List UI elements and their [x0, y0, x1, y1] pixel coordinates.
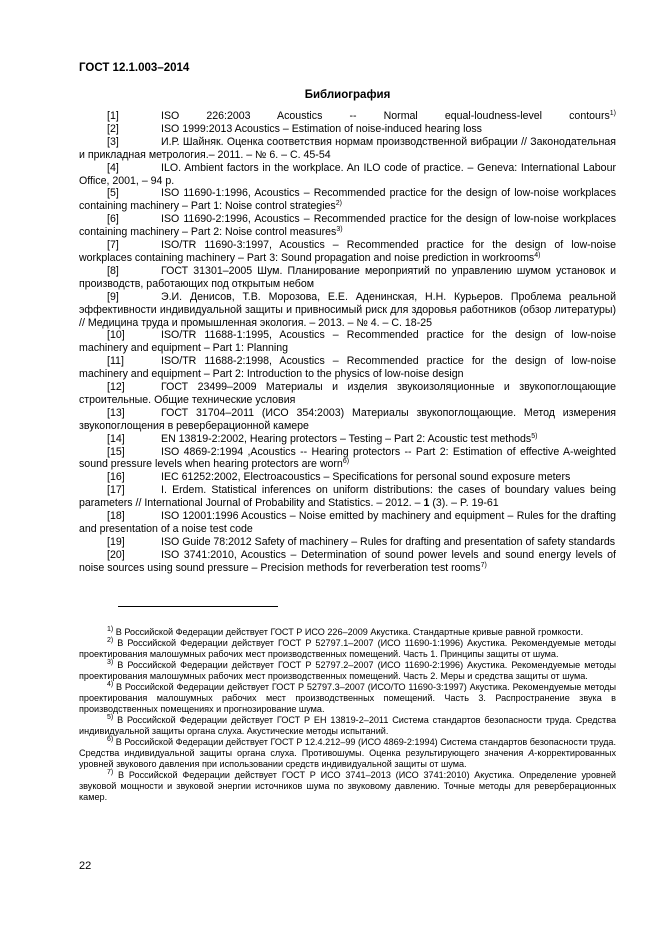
bib-entry-18: [18] ISO 12001:1996 Acoustics – Noise emitted by machinery and equipment – Rules for the drafting and presentation of a noise test code — [79, 510, 616, 535]
bib-entry-5: [5] ISO 11690-1:1996, Acoustics – Recommended practice for the design of low-noise workplaces containing machinery – Part 1: Noise control strategies$^{2)}$ — [79, 187, 616, 213]
footnote-3: $^{3)}$ В Российской Федерации действует ГОСТ Р 52797.2–2007 (ИСО 11690-2:1996) Акустика. Рекомендуемые методы проектирования малошумных рабочих мест производственных помещений. Часть 2. Меры и средства защиты от шума. — [79, 659, 617, 681]
section-title: Библиография — [304, 89, 391, 101]
footnote-6: $^{6)}$ В Российской Федерации действует ГОСТ Р 12.4.212–99 (ИСО 4869-2:1994) Система стандартов безопасности труда. Средства индивидуальной защиты органа слуха. Противошумы. Оценка результирующего значения A-корректированных уровней звукового давления при использовании средств индивидуальной защиты от шума. — [79, 736, 617, 769]
footnote-separator — [118, 606, 278, 607]
bib-entry-9: [9] Э.И. Денисов, Т.В. Морозова, Е.Е. Аденинская, Н.Н. Курьеров. Проблема реальной эффективности индивидуальной защиты и привносимый риск для здоровья работников (обзор литературы) // Медицина труда и промышленная экология. – 2013. – № 4. – С. 18-25 — [79, 290, 616, 329]
bib-entry-7: [7] ISO/TR 11690-3:1997, Acoustics – Recommended practice for the design of low-noise workplaces containing machinery – Part 3: Sound propagation and noise prediction in workrooms$^{4)}$ — [79, 239, 616, 264]
bib-entry-11: [11] ISO/TR 11688-2:1998, Acoustics – Recommended practice for the design of low-noise machinery and equipment – Part 2: Introduction to the physics of low-noise design — [79, 355, 616, 381]
bib-entry-19: [19] ISO Guide 78:2012 Safety of machinery – Rules for drafting and presentation of safety standards — [107, 535, 616, 548]
bib-entry-4: [4] ILO. Ambient factors in the workplace. An ILO code of practice. – Geneva: International Labour Office, 2001, – 94 p. — [79, 161, 616, 187]
bib-entry-12: [12] ГОСТ 23499–2009 Материалы и изделия звукоизоляционные и звукопоглощающие строительные. Общие технические условия — [79, 381, 616, 406]
document-header: ГОСТ 12.1.003–2014 — [79, 62, 190, 74]
footnote-ref: 7) — [480, 561, 487, 569]
footnote-1: $^{1)}$ В Российской Федерации действует ГОСТ Р ИСО 226–2009 Акустика. Стандартные кривые равной громкости. — [107, 626, 584, 637]
footnote-7: $^{7)}$ В Российской Федерации действует ГОСТ Р ИСО 3741–2013 (ИСО 3741:2010) Акустика. Определение уровней звуковой мощности и звуковой энергии источников шума по звуковому давлению. Точные методы для реверберационных камер. — [79, 769, 616, 802]
footnote-5: $^{5)}$ В Российской Федерации действует ГОСТ Р ЕН 13819-2–2011 Система стандартов безопасности труда. Средства индивидуальной защиты органа слуха. Акустические методы испытаний. — [79, 714, 616, 736]
bib-entry-8: [8] ГОСТ 31301–2005 Шум. Планирование мероприятий по управлению шумом установок и производств, работающих под открытым небом — [79, 264, 616, 290]
footnote-ref: 2) — [335, 200, 342, 208]
bib-entry-15: [15] ISO 4869-2:1994 ,Acoustics -- Hearing protectors -- Part 2: Estimation of effective A-weighted sound pressure levels when hearing protectors are worn$^{6)}$ — [79, 445, 616, 471]
bib-entry-2: [2] ISO 1999:2013 Acoustics – Estimation of noise-induced hearing loss — [107, 122, 482, 135]
bib-entry-17: [17] I. Erdem. Statistical inferences on uniform distributions: the cases of boundary values being parameters // International Journal of Probability and Statistics. – 2012. – 1 (3). – P. 19-61 — [79, 484, 616, 510]
bib-entry-6: [6] ISO 11690-2:1996, Acoustics – Recommended practice for the design of low-noise workplaces containing machinery – Part 2: Noise control measures$^{3)}$ — [79, 213, 616, 239]
bib-entry-10: [10] ISO/TR 11688-1:1995, Acoustics – Recommended practice for the design of low-noise machinery and equipment – Part 1: Planning — [79, 329, 616, 355]
footnote-ref: 6) — [342, 458, 350, 466]
bib-entry-16: [16] IEC 61252:2002, Electroacoustics – Specifications for personal sound exposure meters — [107, 471, 571, 484]
bib-entry-3: [3] И.Р. Шайняк. Оценка соответствия нормам производственной вибрации // Законодательная и прикладная метрология.– 2011. – № 6. – С. 45-54 — [79, 135, 616, 161]
bib-entry-1: [1] ISO 226:2003 Acoustics -- Normal equal-loudness-level contours$^{1)}$ — [107, 110, 616, 122]
footnote-ref: 4) — [534, 251, 541, 259]
bib-entry-20: [20] ISO 3741:2010, Acoustics – Determination of sound power levels and sound energy levels of noise sources using sound pressure – Precision methods for reverberation test rooms$^{7)}$ — [79, 548, 616, 574]
footnote-2: $^{2)}$ В Российской Федерации действует ГОСТ Р 52797.1–2007 (ИСО 11690-1:1996) Акустика. Рекомендуемые методы проектирования малошумных рабочих мест производственных помещений. Часть 1. Принципы защиты от шума. — [79, 637, 617, 659]
footnote-4: $^{4)}$ В Российской Федерации действует ГОСТ Р 52797.3–2007 (ИСО/ТО 11690-3:1997) Акустика. Рекомендуемые методы проектирования малошумных рабочих мест производственных помещений. Часть 3. Распространение звука в производственных помещениях и прогнозирование шума. — [79, 681, 616, 714]
footnotes — [79, 627, 616, 803]
bibliography-list — [79, 110, 616, 575]
bib-entry-14: [14] EN 13819-2:2002, Hearing protectors – Testing – Part 2: Acoustic test methods$^{5)}$ — [107, 432, 538, 445]
page-number: 22 — [79, 860, 92, 872]
footnote-ref: 1) — [609, 110, 616, 117]
footnote-ref: 5) — [531, 432, 538, 440]
footnote-ref: 3) — [336, 226, 343, 234]
bib-entry-13: [13] ГОСТ 31704–2011 (ИСО 354:2003) Материалы звукопоглощающие. Метод измерения звукопоглощения в реверберационной камере — [79, 406, 616, 432]
